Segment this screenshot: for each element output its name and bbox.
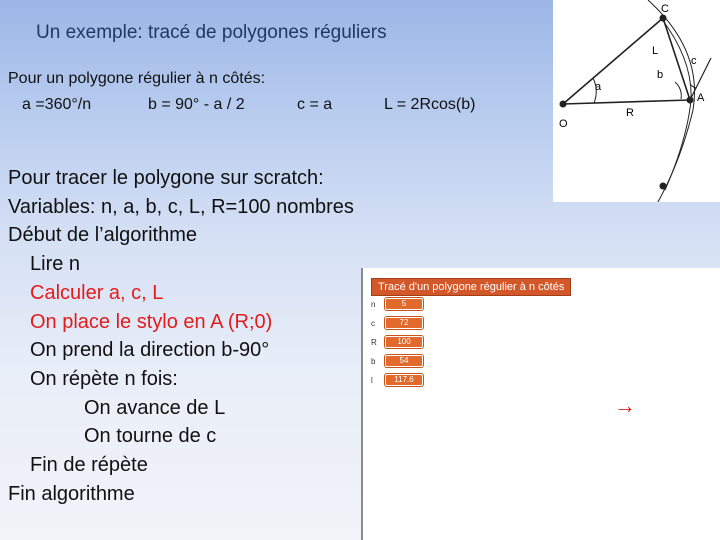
formula-b: b = 90° - a / 2: [148, 96, 245, 113]
point-E: [660, 183, 667, 190]
variable-monitor-b: [371, 354, 423, 368]
variable-monitor-n: [371, 297, 423, 311]
algo-line-stylo: On place le stylo en A (R;0): [30, 310, 273, 333]
algo-line-avance: On avance de L: [84, 396, 226, 419]
algo-line-tourne: On tourne de c: [84, 425, 217, 448]
label-R: R: [626, 107, 634, 119]
scratch-stage[interactable]: [361, 268, 720, 540]
formula-L: L = 2Rcos(b): [384, 96, 476, 113]
algo-line-direction: On prend la direction b-90°: [30, 339, 270, 362]
variable-value: 54: [385, 355, 423, 367]
label-a: a: [595, 81, 602, 93]
variable-value: 72: [385, 317, 423, 329]
label-C: C: [661, 3, 669, 15]
algo-line-variables: Variables: n, a, b, c, L, R=100 nombres: [8, 195, 354, 218]
formula-a: a =360°/n: [22, 96, 92, 113]
slide-title: Un exemple: tracé de polygones réguliers: [36, 22, 387, 43]
radius-OA: [563, 100, 690, 104]
point-O: [560, 101, 567, 108]
variable-name: l: [371, 375, 373, 385]
algorithm-block: [8, 164, 354, 508]
algo-line-calculer: Calculer a, c, L: [30, 281, 164, 304]
radius-OC: [563, 18, 663, 104]
algo-line-fin-repete: Fin de répète: [30, 454, 148, 477]
label-b: b: [657, 69, 664, 81]
side-L: [663, 18, 690, 100]
algo-line-intro: Pour tracer le polygone sur scratch:: [8, 167, 324, 189]
point-A: [687, 97, 694, 104]
formula-c: c = a: [297, 96, 333, 113]
geometry-figure: [553, 0, 720, 202]
variable-name: R: [371, 337, 377, 347]
angle-b-arc: [675, 82, 681, 99]
variable-monitor-c: [371, 316, 423, 330]
variable-monitor-l: [371, 373, 423, 387]
variable-name: b: [371, 356, 376, 366]
algo-line-repete: On répète n fois:: [30, 367, 178, 390]
label-A: A: [697, 92, 705, 104]
intro-text: Pour un polygone régulier à n côtés:: [8, 70, 266, 87]
label-L: L: [652, 45, 659, 57]
algo-line-debut: Début de l’algorithme: [8, 224, 197, 247]
variable-name: c: [371, 318, 375, 328]
label-c: c: [691, 55, 697, 67]
variable-value: 100: [385, 336, 423, 348]
label-O: O: [559, 118, 568, 130]
stage-title-label: Tracé d'un polygone régulier à n côtés: [371, 278, 571, 296]
point-C: [660, 15, 667, 22]
algo-line-lire: Lire n: [30, 253, 81, 276]
variable-name: n: [371, 299, 376, 309]
algo-line-fin: Fin algorithme: [8, 482, 135, 505]
geometry-svg: [553, 0, 720, 202]
variable-value: 5: [385, 298, 423, 310]
variable-value: 117.6: [385, 374, 423, 386]
arrow-sprite-icon[interactable]: →: [614, 393, 636, 418]
variable-monitor-R: [371, 335, 423, 349]
